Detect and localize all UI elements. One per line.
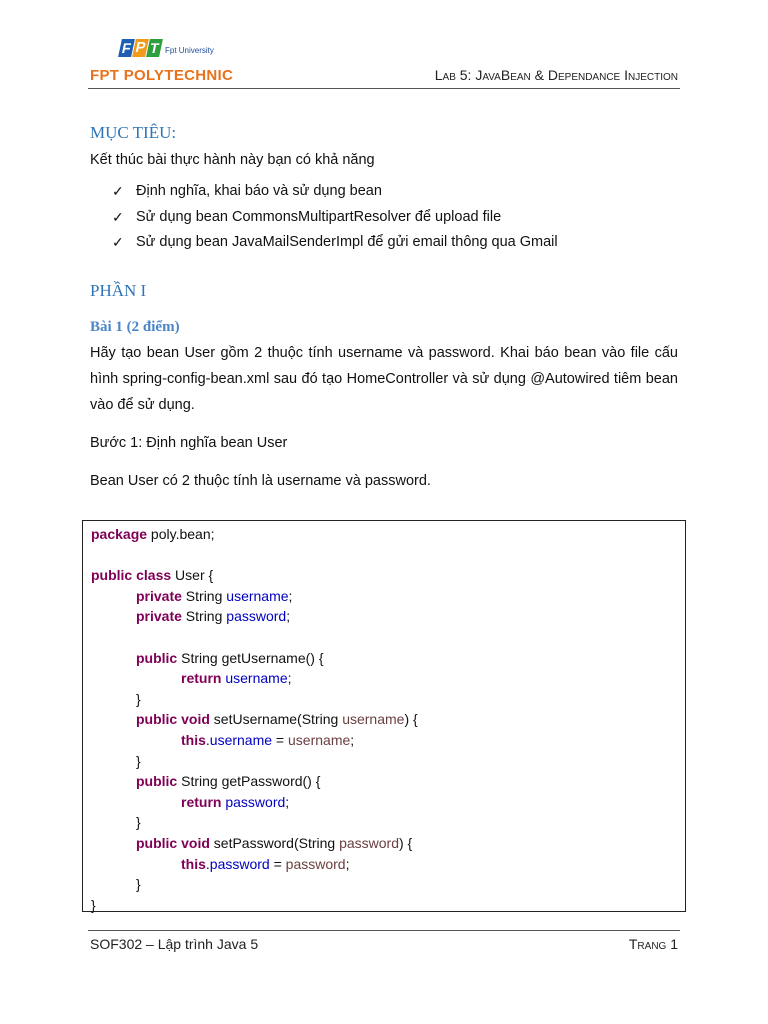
code-token: this [181, 731, 206, 748]
code-token: username [288, 731, 351, 748]
code-line [91, 668, 685, 689]
logo-letter-p: P [133, 40, 148, 56]
code-token: ) { [404, 711, 418, 728]
code-token: password [226, 608, 287, 625]
code-line [91, 833, 685, 854]
objective-text: Sử dụng bean JavaMailSenderImpl để gửi email thông qua Gmail [136, 234, 558, 250]
code-token: username [209, 731, 273, 748]
code-token: public [136, 649, 178, 666]
code-token: . [205, 731, 210, 748]
code-token: password [339, 834, 399, 851]
code-token: this [181, 855, 206, 872]
brand-name: FPT POLYTECHNIC [90, 67, 234, 84]
logo-letter-t: T [146, 39, 163, 57]
code-token: String getUsername() { [177, 649, 324, 666]
code-token: User { [171, 567, 214, 584]
exercise-description: Hãy tạo bean User gồm 2 thuộc tính username và password. Khai báo bean vào file cấu hình spring-config-bean.xml sau đó tạo HomeController và sử dụng @Autowired tiêm bean vào để sử dụng. [90, 344, 678, 413]
code-token: package [91, 526, 148, 542]
code-line: } [136, 876, 141, 893]
code-token: String [181, 608, 227, 625]
code-block [82, 520, 686, 912]
checkmark-icon: ✓ [112, 208, 124, 225]
code-token: String getPassword() { [177, 773, 321, 790]
part-heading: PHẦN I [90, 280, 147, 300]
code-token: ; [288, 587, 293, 604]
code-line: } [136, 690, 141, 707]
code-token: public [136, 773, 178, 790]
step-1-description: Bean User có 2 thuộc tính là username và password. [90, 472, 431, 489]
code-line [91, 771, 685, 792]
code-line [91, 524, 685, 545]
lab-title: Lab 5: JavaBean & Dependance Injection [434, 67, 678, 83]
checkmark-icon: ✓ [112, 234, 124, 250]
objectives-intro: Kết thúc bài thực hành này bạn có khả năng [90, 152, 375, 168]
code-token: return [181, 670, 222, 687]
code-token: username [226, 587, 289, 604]
code-token: ) { [399, 834, 413, 851]
header-divider [88, 88, 680, 89]
code-token: password [285, 855, 346, 872]
step-1-title: Bước 1: Định nghĩa bean User [90, 434, 288, 451]
code-line [91, 606, 685, 627]
code-line: } [136, 814, 141, 831]
code-line-blank [91, 545, 685, 566]
code-line: } [136, 752, 141, 769]
code-line [91, 648, 685, 669]
code-token: private [136, 608, 182, 625]
code-token: poly.bean; [147, 526, 215, 542]
objective-text: Định nghĩa, khai báo và sử dụng bean [136, 183, 382, 199]
code-token: username [225, 670, 288, 687]
objective-text: Sử dụng bean CommonsMultipartResolver để upload file [136, 208, 502, 225]
code-token: ; [286, 608, 291, 625]
code-token: ; [345, 855, 350, 872]
code-token: setUsername(String [209, 711, 343, 728]
objectives-list [90, 183, 678, 260]
code-token: return [181, 793, 222, 810]
code-line [91, 565, 685, 586]
code-token: password [209, 855, 270, 872]
code-token: class [136, 567, 172, 584]
list-item [112, 183, 678, 209]
code-token: username [342, 711, 405, 728]
code-token: . [205, 855, 210, 872]
page-number: Trang 1 [628, 936, 678, 952]
list-item [112, 209, 678, 235]
code-token: = [269, 855, 286, 872]
code-line [91, 854, 685, 875]
code-token: private [136, 587, 182, 604]
code-token: String [181, 587, 227, 604]
code-line: } [91, 896, 96, 913]
checkmark-icon: ✓ [112, 183, 124, 199]
code-token: void [181, 711, 210, 728]
code-line [91, 709, 685, 730]
main-content [90, 123, 678, 492]
code-token: void [181, 834, 210, 851]
code-token: public [136, 711, 178, 728]
code-line [91, 586, 685, 607]
code-token: ; [285, 793, 290, 810]
code-token: = [272, 731, 289, 748]
logo-letter-f: F [118, 39, 135, 57]
code-line [91, 792, 685, 813]
list-item [112, 234, 678, 260]
code-token: setPassword(String [209, 834, 340, 851]
fpt-logo [120, 36, 214, 60]
exercise-title: Bài 1 (2 điểm) [90, 318, 180, 335]
course-footer: SOF302 – Lập trình Java 5 [90, 936, 259, 952]
objectives-heading: MỤC TIÊU: [90, 123, 177, 142]
logo-mark [120, 39, 161, 57]
code-token: ; [287, 670, 292, 687]
code-token: ; [350, 731, 355, 748]
logo-caption: Fpt University [165, 45, 214, 55]
code-line [91, 730, 685, 751]
code-token: password [225, 793, 286, 810]
code-token: public [136, 834, 178, 851]
code-token: public [91, 567, 133, 584]
footer-divider [88, 930, 680, 931]
code-line-blank [91, 627, 685, 648]
